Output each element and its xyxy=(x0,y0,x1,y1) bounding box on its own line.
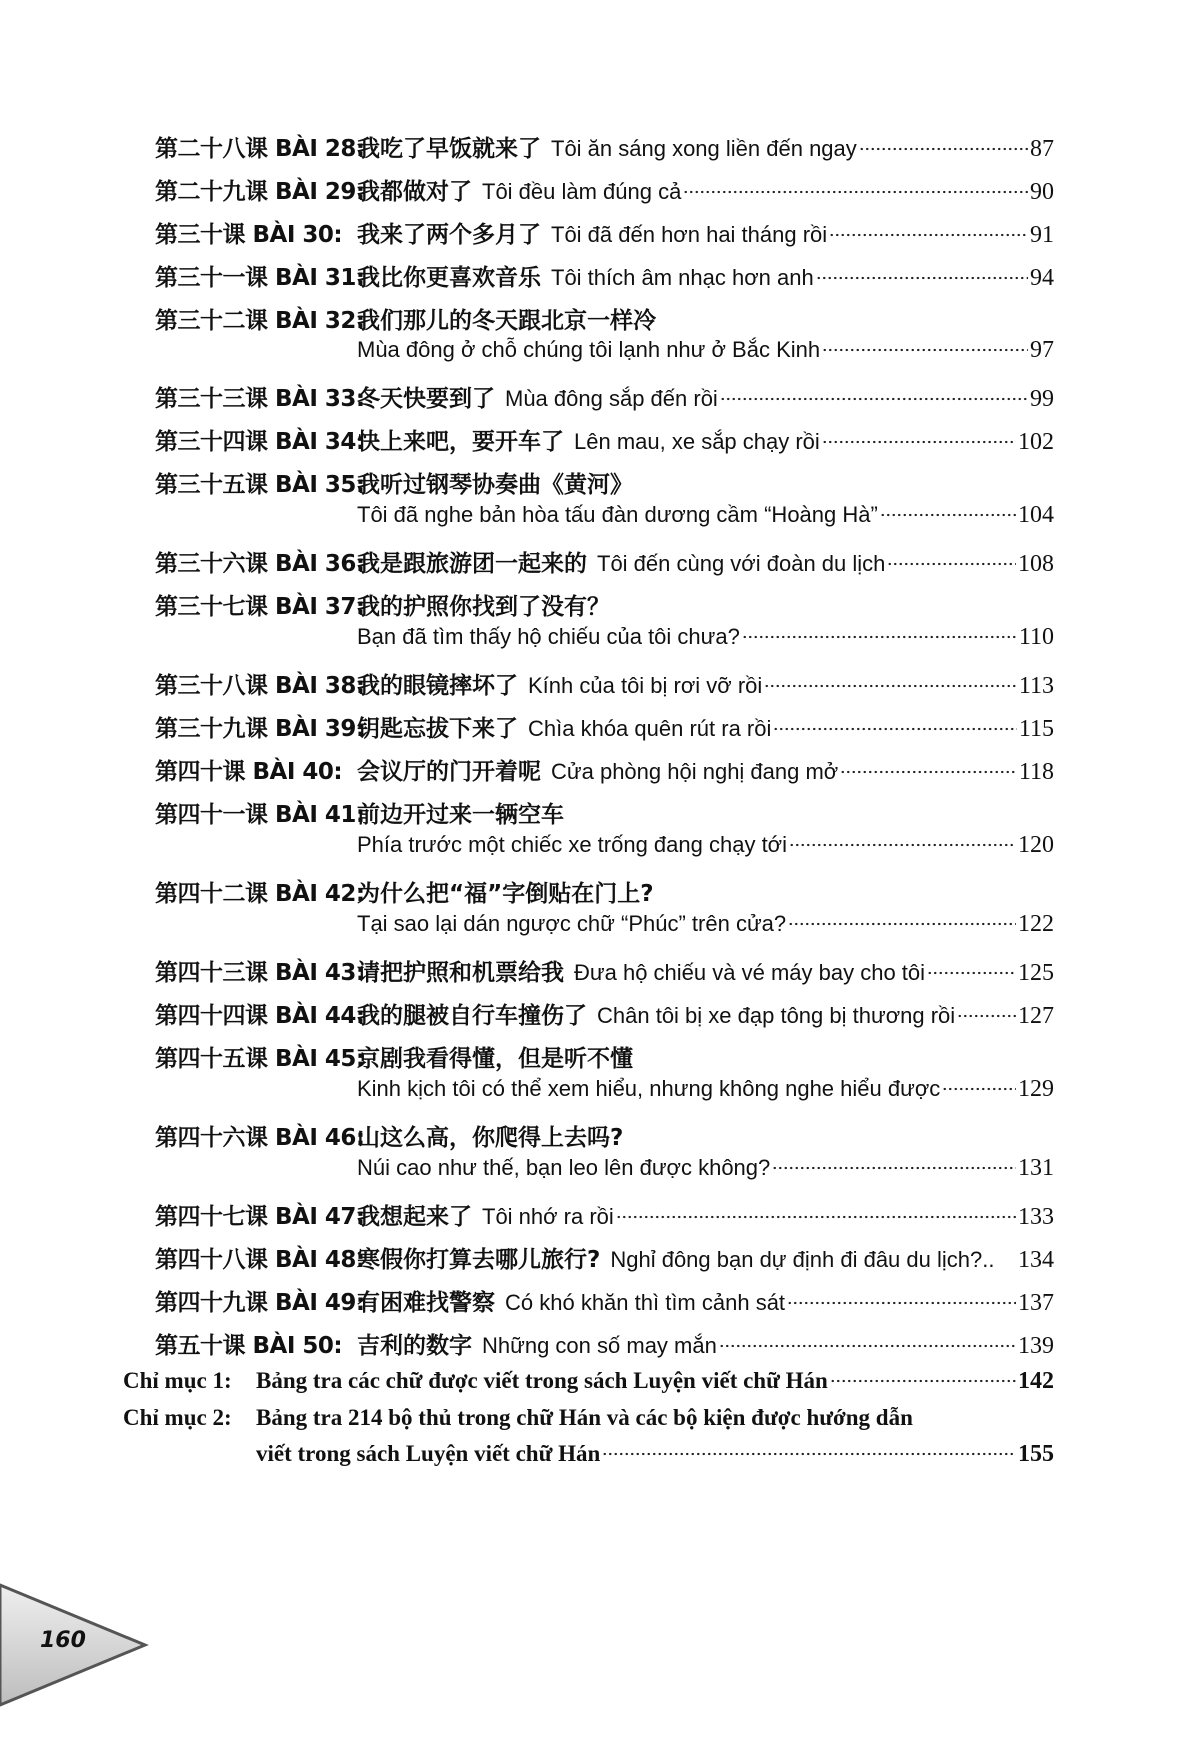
toc-entry-lesson-46[interactable] xyxy=(155,1119,1054,1159)
toc-entry-lesson-46-continuation[interactable] xyxy=(357,1155,1054,1195)
lesson-title-vietnamese: Kinh kịch tôi có thể xem hiểu, nhưng không nghe hiểu được xyxy=(357,1076,941,1101)
toc-entry-lesson-41-continuation[interactable] xyxy=(357,832,1054,872)
dot-leader xyxy=(830,1379,1016,1383)
lesson-code: 第四十八课 BÀI 48: xyxy=(155,1247,365,1273)
lesson-title-vietnamese: Mùa đông sắp đến rồi xyxy=(505,386,718,411)
dot-leader xyxy=(720,397,1028,401)
index-label: Chỉ mục 2: xyxy=(123,1405,232,1430)
lesson-title-vietnamese: Tôi đã nghe bản hòa tấu đàn dương cầm “Hoàng Hà” xyxy=(357,502,878,527)
toc-entry-lesson-37-continuation[interactable] xyxy=(357,624,1054,664)
lesson-code: 第二十九课 BÀI 29: xyxy=(155,179,365,205)
lesson-code: 第四十一课 BÀI 41: xyxy=(155,802,365,828)
page-ref: 97 xyxy=(1030,337,1054,363)
lesson-code: 第三十六课 BÀI 36: xyxy=(155,551,365,577)
lesson-title-chinese: 为什么把“福”字倒贴在门上? xyxy=(357,881,654,907)
lesson-title-chinese: 我是跟旅游团一起来的 xyxy=(357,551,587,577)
dot-leader xyxy=(683,190,1028,194)
toc-entry-lesson-32-continuation[interactable] xyxy=(357,337,1054,377)
lesson-code: 第四十九课 BÀI 49: xyxy=(155,1290,365,1316)
dot-leader xyxy=(829,233,1028,237)
lesson-title-chinese: 请把护照和机票给我 xyxy=(357,960,564,986)
lesson-title-vietnamese: Tôi đã đến hơn hai tháng rồi xyxy=(551,222,828,247)
lesson-title-chinese: 我听过钢琴协奏曲《黄河》 xyxy=(357,472,633,498)
lesson-title-vietnamese: Tôi đều làm đúng cả xyxy=(482,179,682,204)
dot-leader xyxy=(887,562,1016,566)
toc-entry-lesson-37[interactable] xyxy=(155,588,1054,628)
lesson-title-vietnamese: Cửa phòng hội nghị đang mở xyxy=(551,759,839,784)
lesson-title-vietnamese: Phía trước một chiếc xe trống đang chạy tới xyxy=(357,832,787,857)
page-ref: 110 xyxy=(1018,624,1054,650)
lesson-code: 第四十课 BÀI 40: xyxy=(155,759,343,785)
dot-leader xyxy=(602,1452,1016,1456)
lesson-title-vietnamese: Mùa đông ở chỗ chúng tôi lạnh như ở Bắc Kinh xyxy=(357,337,821,362)
dot-leader xyxy=(942,1087,1016,1091)
lesson-title-chinese: 我吃了早饭就来了 xyxy=(357,136,541,162)
lesson-title-chinese: 吉利的数字 xyxy=(357,1333,472,1359)
lesson-title-vietnamese: Bạn đã tìm thấy hộ chiếu của tôi chưa? xyxy=(357,624,740,649)
toc-entry-lesson-44[interactable] xyxy=(155,997,1054,1037)
lesson-code: 第三十八课 BÀI 38: xyxy=(155,673,365,699)
toc-entry-lesson-33[interactable] xyxy=(155,380,1054,420)
lesson-title-vietnamese: Núi cao như thế, bạn leo lên được không? xyxy=(357,1155,771,1180)
dot-leader xyxy=(742,635,1017,639)
lesson-code: 第五十课 BÀI 50: xyxy=(155,1333,343,1359)
dot-leader xyxy=(822,348,1028,352)
lesson-code: 第三十九课 BÀI 39: xyxy=(155,716,365,742)
lesson-code: 第三十四课 BÀI 34: xyxy=(155,429,365,455)
lesson-title-chinese: 山这么高，你爬得上去吗? xyxy=(357,1125,624,1151)
dot-leader xyxy=(859,147,1028,151)
lesson-title-chinese: 有困难找警察 xyxy=(357,1290,495,1316)
lesson-title-chinese: 会议厅的门开着呢 xyxy=(357,759,541,785)
toc-entry-lesson-36[interactable] xyxy=(155,545,1054,585)
lesson-title-chinese: 寒假你打算去哪儿旅行? xyxy=(357,1247,601,1273)
toc-entry-lesson-29[interactable] xyxy=(155,173,1054,213)
lesson-title-vietnamese: Những con số may mắn xyxy=(482,1333,717,1358)
page-ref: 102 xyxy=(1018,429,1054,455)
toc-entry-lesson-28[interactable] xyxy=(155,130,1054,170)
lesson-title-chinese: 我想起来了 xyxy=(357,1204,472,1230)
page-ref: 115 xyxy=(1018,716,1054,742)
toc-entry-lesson-45-continuation[interactable] xyxy=(357,1076,1054,1116)
page-ref: 129 xyxy=(1018,1076,1054,1102)
lesson-code: 第三十二课 BÀI 32: xyxy=(155,308,365,334)
dot-leader xyxy=(816,276,1028,280)
lesson-code: 第四十五课 BÀI 45: xyxy=(155,1046,365,1072)
dot-leader xyxy=(880,513,1016,517)
dot-leader xyxy=(772,1166,1016,1170)
lesson-title-vietnamese: Tại sao lại dán ngược chữ “Phúc” trên cửa? xyxy=(357,911,787,936)
lesson-code: 第四十二课 BÀI 42: xyxy=(155,881,365,907)
page-ref: 113 xyxy=(1018,673,1054,699)
dot-leader xyxy=(616,1215,1016,1219)
lesson-code: 第四十七课 BÀI 47: xyxy=(155,1204,365,1230)
toc-entry-lesson-42[interactable] xyxy=(155,875,1054,915)
toc-entry-lesson-50[interactable] xyxy=(155,1327,1054,1367)
toc-entry-index-2-continuation[interactable] xyxy=(256,1441,1054,1479)
lesson-code: 第四十三课 BÀI 43: xyxy=(155,960,365,986)
lesson-title-vietnamese: Tôi nhớ ra rồi xyxy=(482,1204,614,1229)
lesson-title-vietnamese: Chân tôi bị xe đạp tông bị thương rồi xyxy=(597,1003,956,1028)
dot-leader xyxy=(840,770,1017,774)
page-ref: 127 xyxy=(1018,1003,1054,1029)
lesson-code: 第三十课 BÀI 30: xyxy=(155,222,343,248)
lesson-title-chinese: 我的腿被自行车撞伤了 xyxy=(357,1003,587,1029)
lesson-title-chinese: 冬天快要到了 xyxy=(357,386,495,412)
lesson-title-chinese: 我的眼镜摔坏了 xyxy=(357,673,518,699)
index-title-continued: viết trong sách Luyện viết chữ Hán xyxy=(256,1441,601,1466)
page-ref: 125 xyxy=(1018,960,1054,986)
toc-entry-lesson-35-continuation[interactable] xyxy=(357,502,1054,542)
index-title: Bảng tra 214 bộ thủ trong chữ Hán và các bộ kiện được hướng dẫn xyxy=(256,1405,913,1430)
index-title: Bảng tra các chữ được viết trong sách Luyện viết chữ Hán xyxy=(256,1368,828,1393)
page-ref: 142 xyxy=(1018,1368,1054,1394)
page-ref: 139 xyxy=(1018,1333,1054,1359)
toc-entry-lesson-42-continuation[interactable] xyxy=(357,911,1054,951)
toc-entry-index-2[interactable] xyxy=(123,1405,1054,1443)
lesson-title-vietnamese: Kính của tôi bị rơi vỡ rồi xyxy=(528,673,763,698)
lesson-code: 第三十三课 BÀI 33: xyxy=(155,386,365,412)
toc-entry-lesson-39[interactable] xyxy=(155,710,1054,750)
dot-leader xyxy=(764,684,1017,688)
toc-entry-lesson-30[interactable] xyxy=(155,216,1054,256)
lesson-title-vietnamese: Lên mau, xe sắp chạy rồi xyxy=(574,429,820,454)
page-ref: 155 xyxy=(1018,1441,1054,1467)
lesson-title-chinese: 我的护照你找到了没有？ xyxy=(357,594,610,620)
page-ref: 104 xyxy=(1018,502,1054,528)
dot-leader xyxy=(927,971,1016,975)
dot-leader xyxy=(787,1301,1016,1305)
lesson-title-vietnamese: Tôi đến cùng với đoàn du lịch xyxy=(597,551,886,576)
page-ref: 122 xyxy=(1018,911,1054,937)
toc-entry-lesson-41[interactable] xyxy=(155,796,1054,836)
lesson-title-vietnamese: Nghỉ đông bạn dự định đi đâu du lịch?.. xyxy=(610,1247,995,1272)
page-ref: 134 xyxy=(1018,1247,1054,1273)
lesson-code: 第四十六课 BÀI 46: xyxy=(155,1125,365,1151)
dot-leader xyxy=(822,440,1016,444)
dot-leader xyxy=(789,843,1016,847)
toc-entry-lesson-38[interactable] xyxy=(155,667,1054,707)
lesson-title-vietnamese: Tôi thích âm nhạc hơn anh xyxy=(551,265,814,290)
dot-leader xyxy=(773,727,1017,731)
lesson-title-vietnamese: Chìa khóa quên rút ra rồi xyxy=(528,716,772,741)
lesson-title-vietnamese: Tôi ăn sáng xong liền đến ngay xyxy=(551,136,857,161)
dot-leader xyxy=(719,1344,1016,1348)
lesson-code: 第三十一课 BÀI 31: xyxy=(155,265,365,291)
lesson-code: 第三十五课 BÀI 35: xyxy=(155,472,365,498)
lesson-title-chinese: 我比你更喜欢音乐 xyxy=(357,265,541,291)
toc-entry-lesson-34[interactable] xyxy=(155,423,1054,463)
lesson-title-chinese: 钥匙忘拔下来了 xyxy=(357,716,518,742)
toc-entry-lesson-43[interactable] xyxy=(155,954,1054,994)
toc-entry-lesson-35[interactable] xyxy=(155,466,1054,506)
page-ref: 99 xyxy=(1030,386,1054,412)
lesson-title-chinese: 京剧我看得懂，但是听不懂 xyxy=(357,1046,633,1072)
toc-entry-lesson-40[interactable] xyxy=(155,753,1054,793)
page-ref: 87 xyxy=(1030,136,1054,162)
lesson-title-vietnamese: Đưa hộ chiếu và vé máy bay cho tôi xyxy=(574,960,926,985)
page-ref: 108 xyxy=(1018,551,1054,577)
page-number: 160 xyxy=(40,1628,86,1653)
page-ref: 131 xyxy=(1018,1155,1054,1181)
page-ref: 118 xyxy=(1018,759,1054,785)
toc-entry-lesson-32[interactable] xyxy=(155,302,1054,342)
lesson-title-chinese: 前边开过来一辆空车 xyxy=(357,802,564,828)
toc-entry-lesson-49[interactable] xyxy=(155,1284,1054,1324)
toc-entry-lesson-31[interactable] xyxy=(155,259,1054,299)
lesson-title-chinese: 我都做对了 xyxy=(357,179,472,205)
lesson-title-chinese: 我们那儿的冬天跟北京一样冷 xyxy=(357,308,656,334)
toc-entry-lesson-48[interactable] xyxy=(155,1241,1054,1281)
dot-leader xyxy=(788,922,1016,926)
page-ref: 133 xyxy=(1018,1204,1054,1230)
page-ref: 91 xyxy=(1030,222,1054,248)
lesson-code: 第二十八课 BÀI 28: xyxy=(155,136,365,162)
toc-entry-lesson-45[interactable] xyxy=(155,1040,1054,1080)
page-ref: 94 xyxy=(1030,265,1054,291)
toc-entry-index-1[interactable] xyxy=(123,1368,1054,1406)
page-ref: 120 xyxy=(1018,832,1054,858)
index-label: Chỉ mục 1: xyxy=(123,1368,232,1393)
toc-entry-lesson-47[interactable] xyxy=(155,1198,1054,1238)
dot-leader xyxy=(957,1014,1016,1018)
lesson-title-chinese: 快上来吧，要开车了 xyxy=(357,429,564,455)
lesson-title-chinese: 我来了两个多月了 xyxy=(357,222,541,248)
page-ref: 137 xyxy=(1018,1290,1054,1316)
lesson-title-vietnamese: Có khó khăn thì tìm cảnh sát xyxy=(505,1290,786,1315)
lesson-code: 第三十七课 BÀI 37: xyxy=(155,594,365,620)
lesson-code: 第四十四课 BÀI 44: xyxy=(155,1003,365,1029)
page-ref: 90 xyxy=(1030,179,1054,205)
